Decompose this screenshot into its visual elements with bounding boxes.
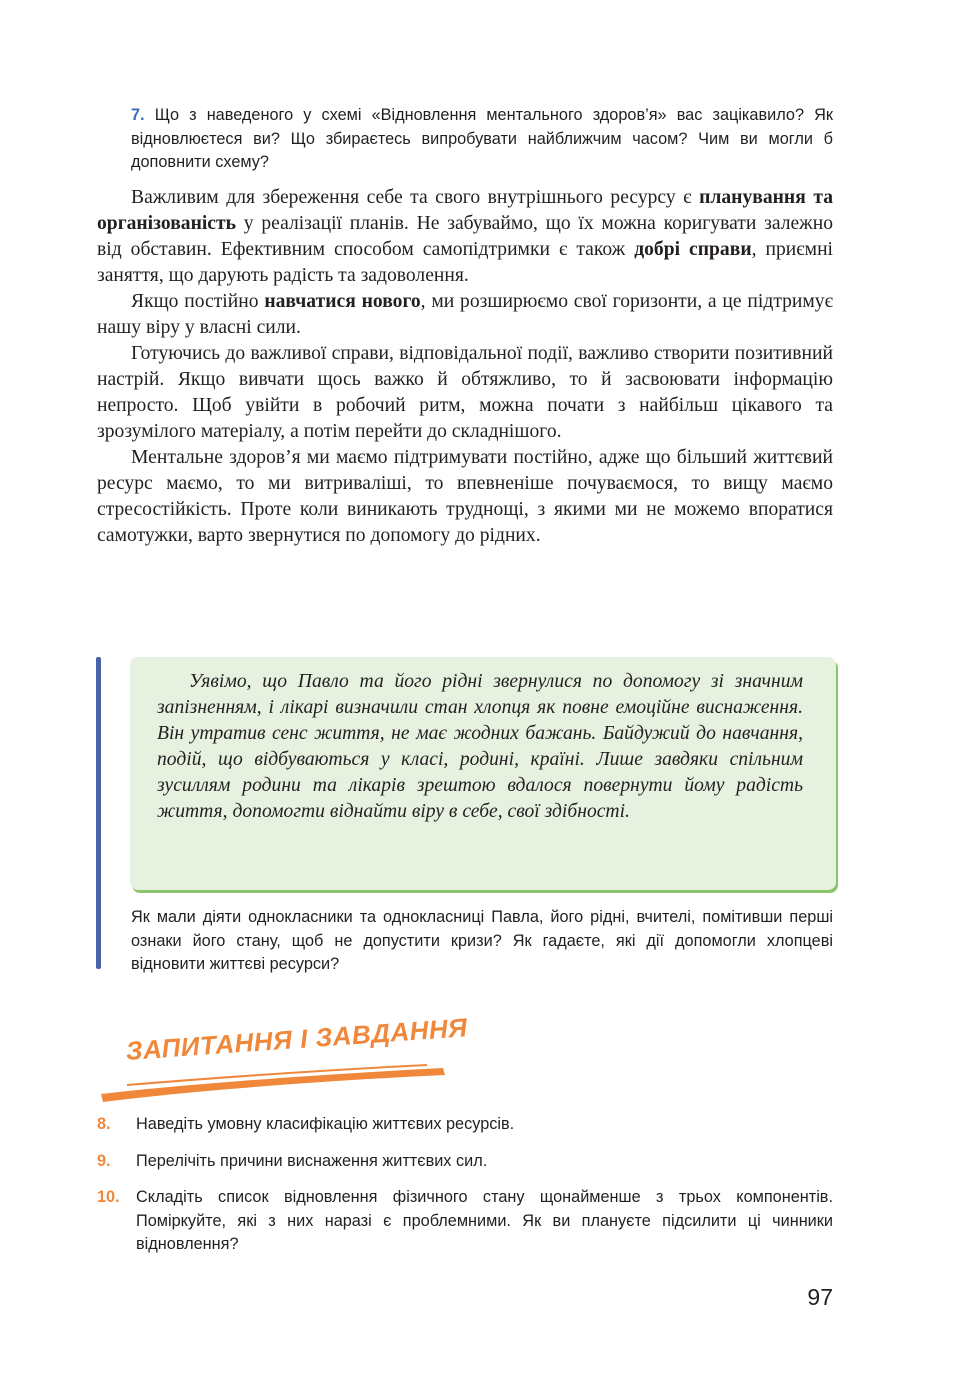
task-text: Складіть список відновлення фізичного стану щонайменше з трьох компонентів. Поміркуйте, які з них наразі є проблемними. Як ви плануєте підсилити ці чинники відновлення? <box>136 1188 833 1253</box>
paragraph-3 <box>97 341 833 445</box>
task-text: Перелічіть причини виснаження життєвих сил. <box>136 1151 488 1170</box>
paragraph-1 <box>97 185 833 289</box>
task-text: Наведіть умовну класифікацію життєвих ресурсів. <box>136 1115 515 1133</box>
page-number: 97 <box>807 1284 833 1310</box>
task-list <box>97 1113 833 1270</box>
paragraph-1-bold-1: планування та організованість <box>97 187 833 234</box>
case-study-question: Як мали діяти однокласники та однокласниці Павла, його рідні, вчителі, помітивши перші ознаки його стану, щоб не допустити кризи? Як гадаєте, які дії допомогли хлопцеві відновити життєві ресурси? <box>131 908 833 973</box>
main-text <box>97 185 833 549</box>
list-item <box>97 1150 833 1174</box>
task-number: 9. <box>97 1151 111 1170</box>
paragraph-4 <box>97 445 833 549</box>
task-number: 10. <box>97 1188 120 1206</box>
paragraph-2 <box>97 289 833 341</box>
question-7 <box>131 104 833 175</box>
paragraph-4-text: Ментальне здоров’я ми маємо підтримувати постійно, адже що більший життєвий ресурс маємо, то ми витриваліші, то впевненіше почуваємося, то вищу маємо стресостійкість. Проте коли виникають труднощі, з якими ми не можемо впоратися самотужки, варто звернутися по допомогу до рідних. <box>97 447 833 546</box>
section-heading <box>97 1012 469 1103</box>
list-item <box>97 1186 833 1257</box>
question-7-text: Що з наведеного у схемі «Відновлення ментального здоров’я» вас зацікавило? Як відновлюєтеся ви? Що збираєтесь випробувати найближчим часом? Чим ви могли б доповнити схему? <box>131 106 833 171</box>
section-heading-text: ЗАПИТАННЯ І ЗАВДАННЯ <box>124 1012 469 1067</box>
paragraph-2-part-2: , ми розширюємо свої горизонти, а це підтримує нашу віру у власні сили. <box>97 291 834 338</box>
paragraph-1-part-3: , приємні заняття, що дарують радість та задоволення. <box>97 239 834 286</box>
paragraph-2-part-1: Якщо постійно <box>131 291 265 312</box>
list-item <box>97 1113 833 1137</box>
paragraph-1-bold-2: добрі справи <box>634 239 752 260</box>
case-study-box <box>130 657 836 890</box>
paragraph-1-part-2: у реалізації планів. Не забуваймо, що їх можна коригувати залежно від обставин. Ефективним способом самопідтримки є також <box>97 213 833 260</box>
question-7-number: 7. <box>131 106 145 124</box>
case-study-text: Уявімо, що Павло та його рідні звернулися по допомогу зі значним запізненням, і лікарі визначили стан хлопця як повне емоційне виснаження. Він утратив сенс життя, не має жодних бажань. Байдужий до навчання, подій, що відбуваються у класі, родині, країні. Лише завдяки спільним зусиллям родини та лікарів зрештою вдалося повернути йому радість життя, допомогти віднайти віру в себе, свої здібності. <box>157 671 803 822</box>
paragraph-3-text: Готуючись до важливої справи, відповідальної події, важливо створити позитивний настрій. Якщо вивчати щось важко й обтяжливо, то й засвоювати інформацію непросто. Щоб увійти в робочий ритм, можна почати з найбільш цікавого та зрозумілого матеріалу, а потім перейти до складнішого. <box>97 343 833 442</box>
paragraph-1-part-1: Важливим для збереження себе та свого внутрішнього ресурсу є <box>131 187 700 208</box>
case-side-bar <box>96 657 101 969</box>
task-number: 8. <box>97 1115 111 1133</box>
paragraph-2-bold-1: навчатися нового <box>264 291 421 312</box>
